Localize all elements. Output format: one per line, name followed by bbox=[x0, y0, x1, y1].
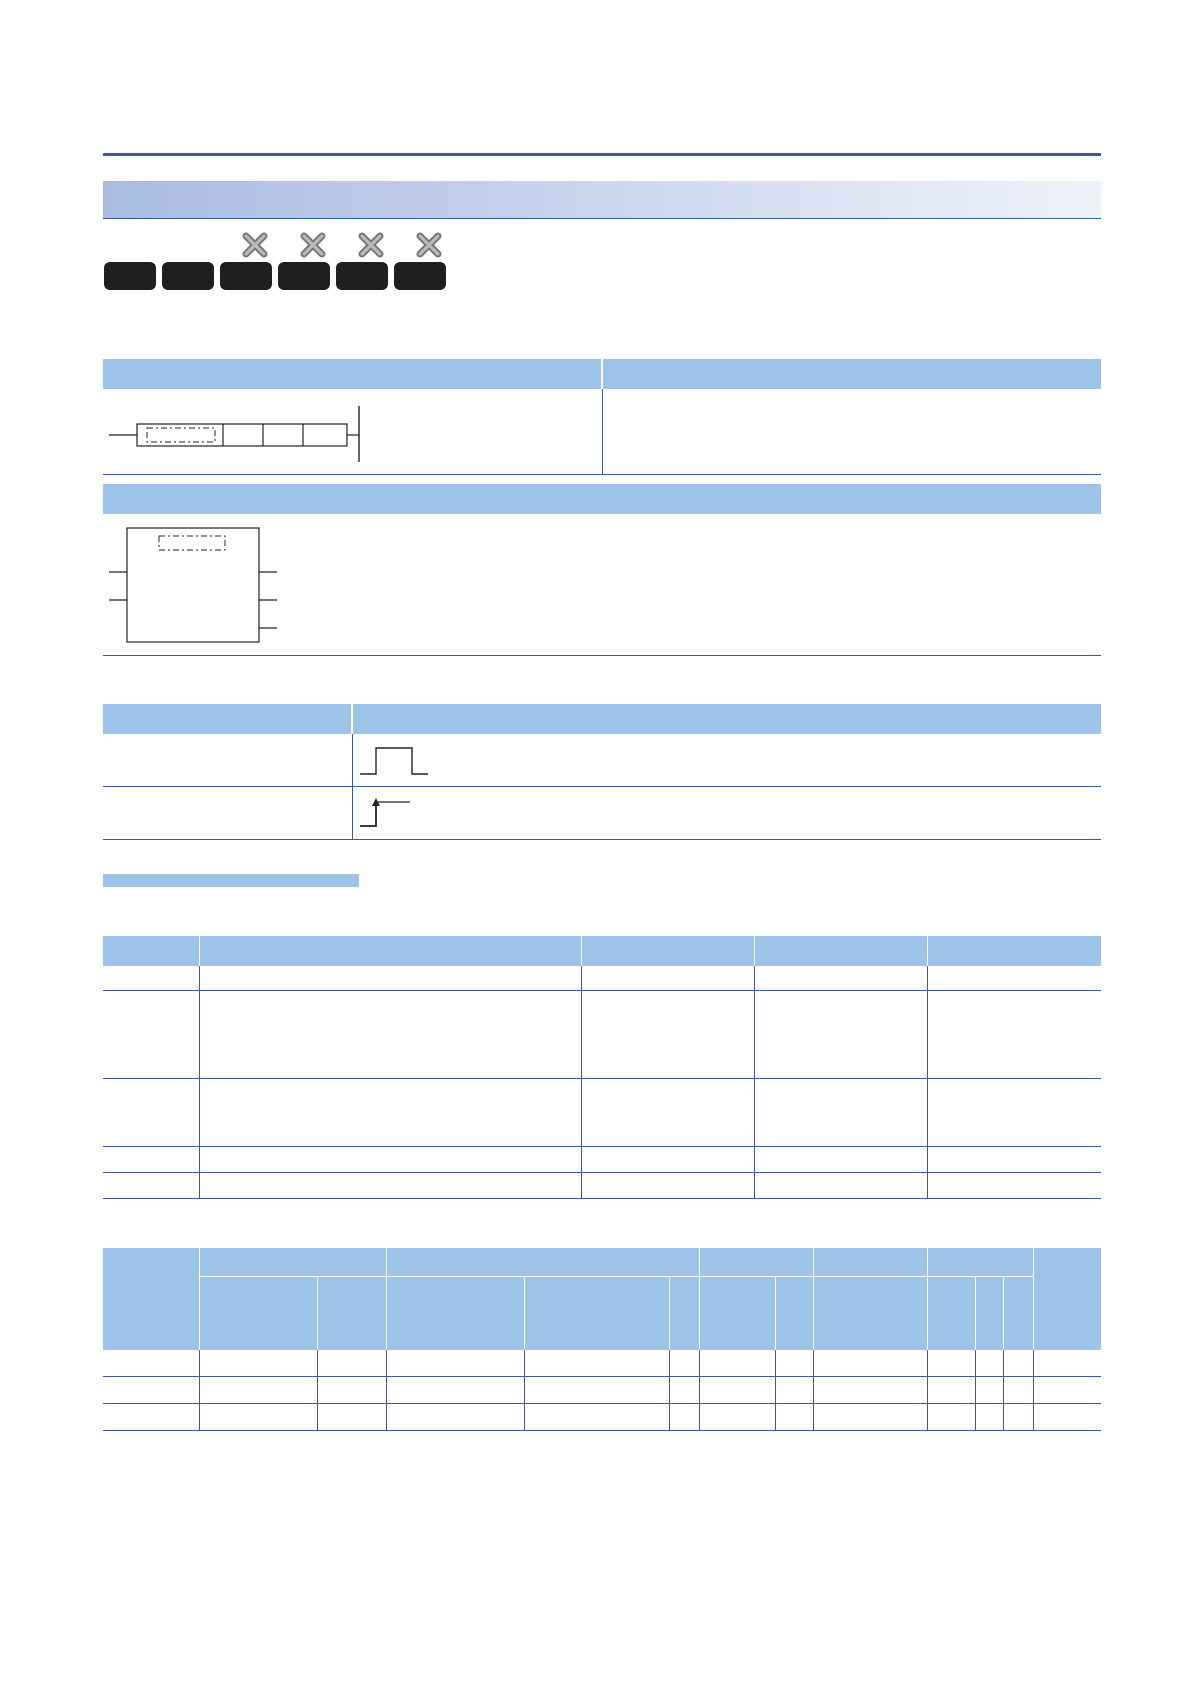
cross-icon bbox=[240, 230, 270, 260]
exec-cond-divider bbox=[352, 734, 353, 840]
cpu-badge bbox=[278, 262, 330, 290]
top-rule bbox=[103, 153, 1101, 156]
subsection-bar bbox=[103, 874, 359, 887]
cpu-badge bbox=[104, 262, 156, 290]
setting-data-body bbox=[103, 966, 1101, 1198]
pulse-on-icon bbox=[356, 744, 436, 778]
fbd-header bbox=[103, 484, 1101, 514]
exec-cond-row-line bbox=[103, 786, 1101, 787]
cross-icon bbox=[298, 230, 328, 260]
devices-body bbox=[103, 1350, 1101, 1431]
fbd-row-bottom bbox=[103, 655, 1101, 656]
exec-cond-header-right bbox=[353, 704, 1101, 734]
devices-header-grid bbox=[103, 1248, 1101, 1350]
ladder-diagram bbox=[103, 398, 383, 464]
exec-cond-row-line bbox=[103, 839, 1101, 840]
cross-icon bbox=[356, 230, 386, 260]
cpu-badge bbox=[220, 262, 272, 290]
section-header-bar bbox=[103, 181, 1101, 219]
rising-edge-icon bbox=[356, 796, 436, 830]
setting-data-header bbox=[103, 936, 1101, 966]
cpu-badge bbox=[162, 262, 214, 290]
cpu-badge bbox=[336, 262, 388, 290]
ladder-row-bottom bbox=[103, 474, 1101, 475]
st-header bbox=[603, 359, 1101, 389]
ladder-header bbox=[103, 359, 601, 389]
cross-icon bbox=[414, 230, 444, 260]
fbd-block-diagram bbox=[103, 524, 283, 646]
ladder-st-divider bbox=[602, 389, 603, 475]
exec-cond-header-left bbox=[103, 704, 351, 734]
cpu-badge bbox=[394, 262, 446, 290]
